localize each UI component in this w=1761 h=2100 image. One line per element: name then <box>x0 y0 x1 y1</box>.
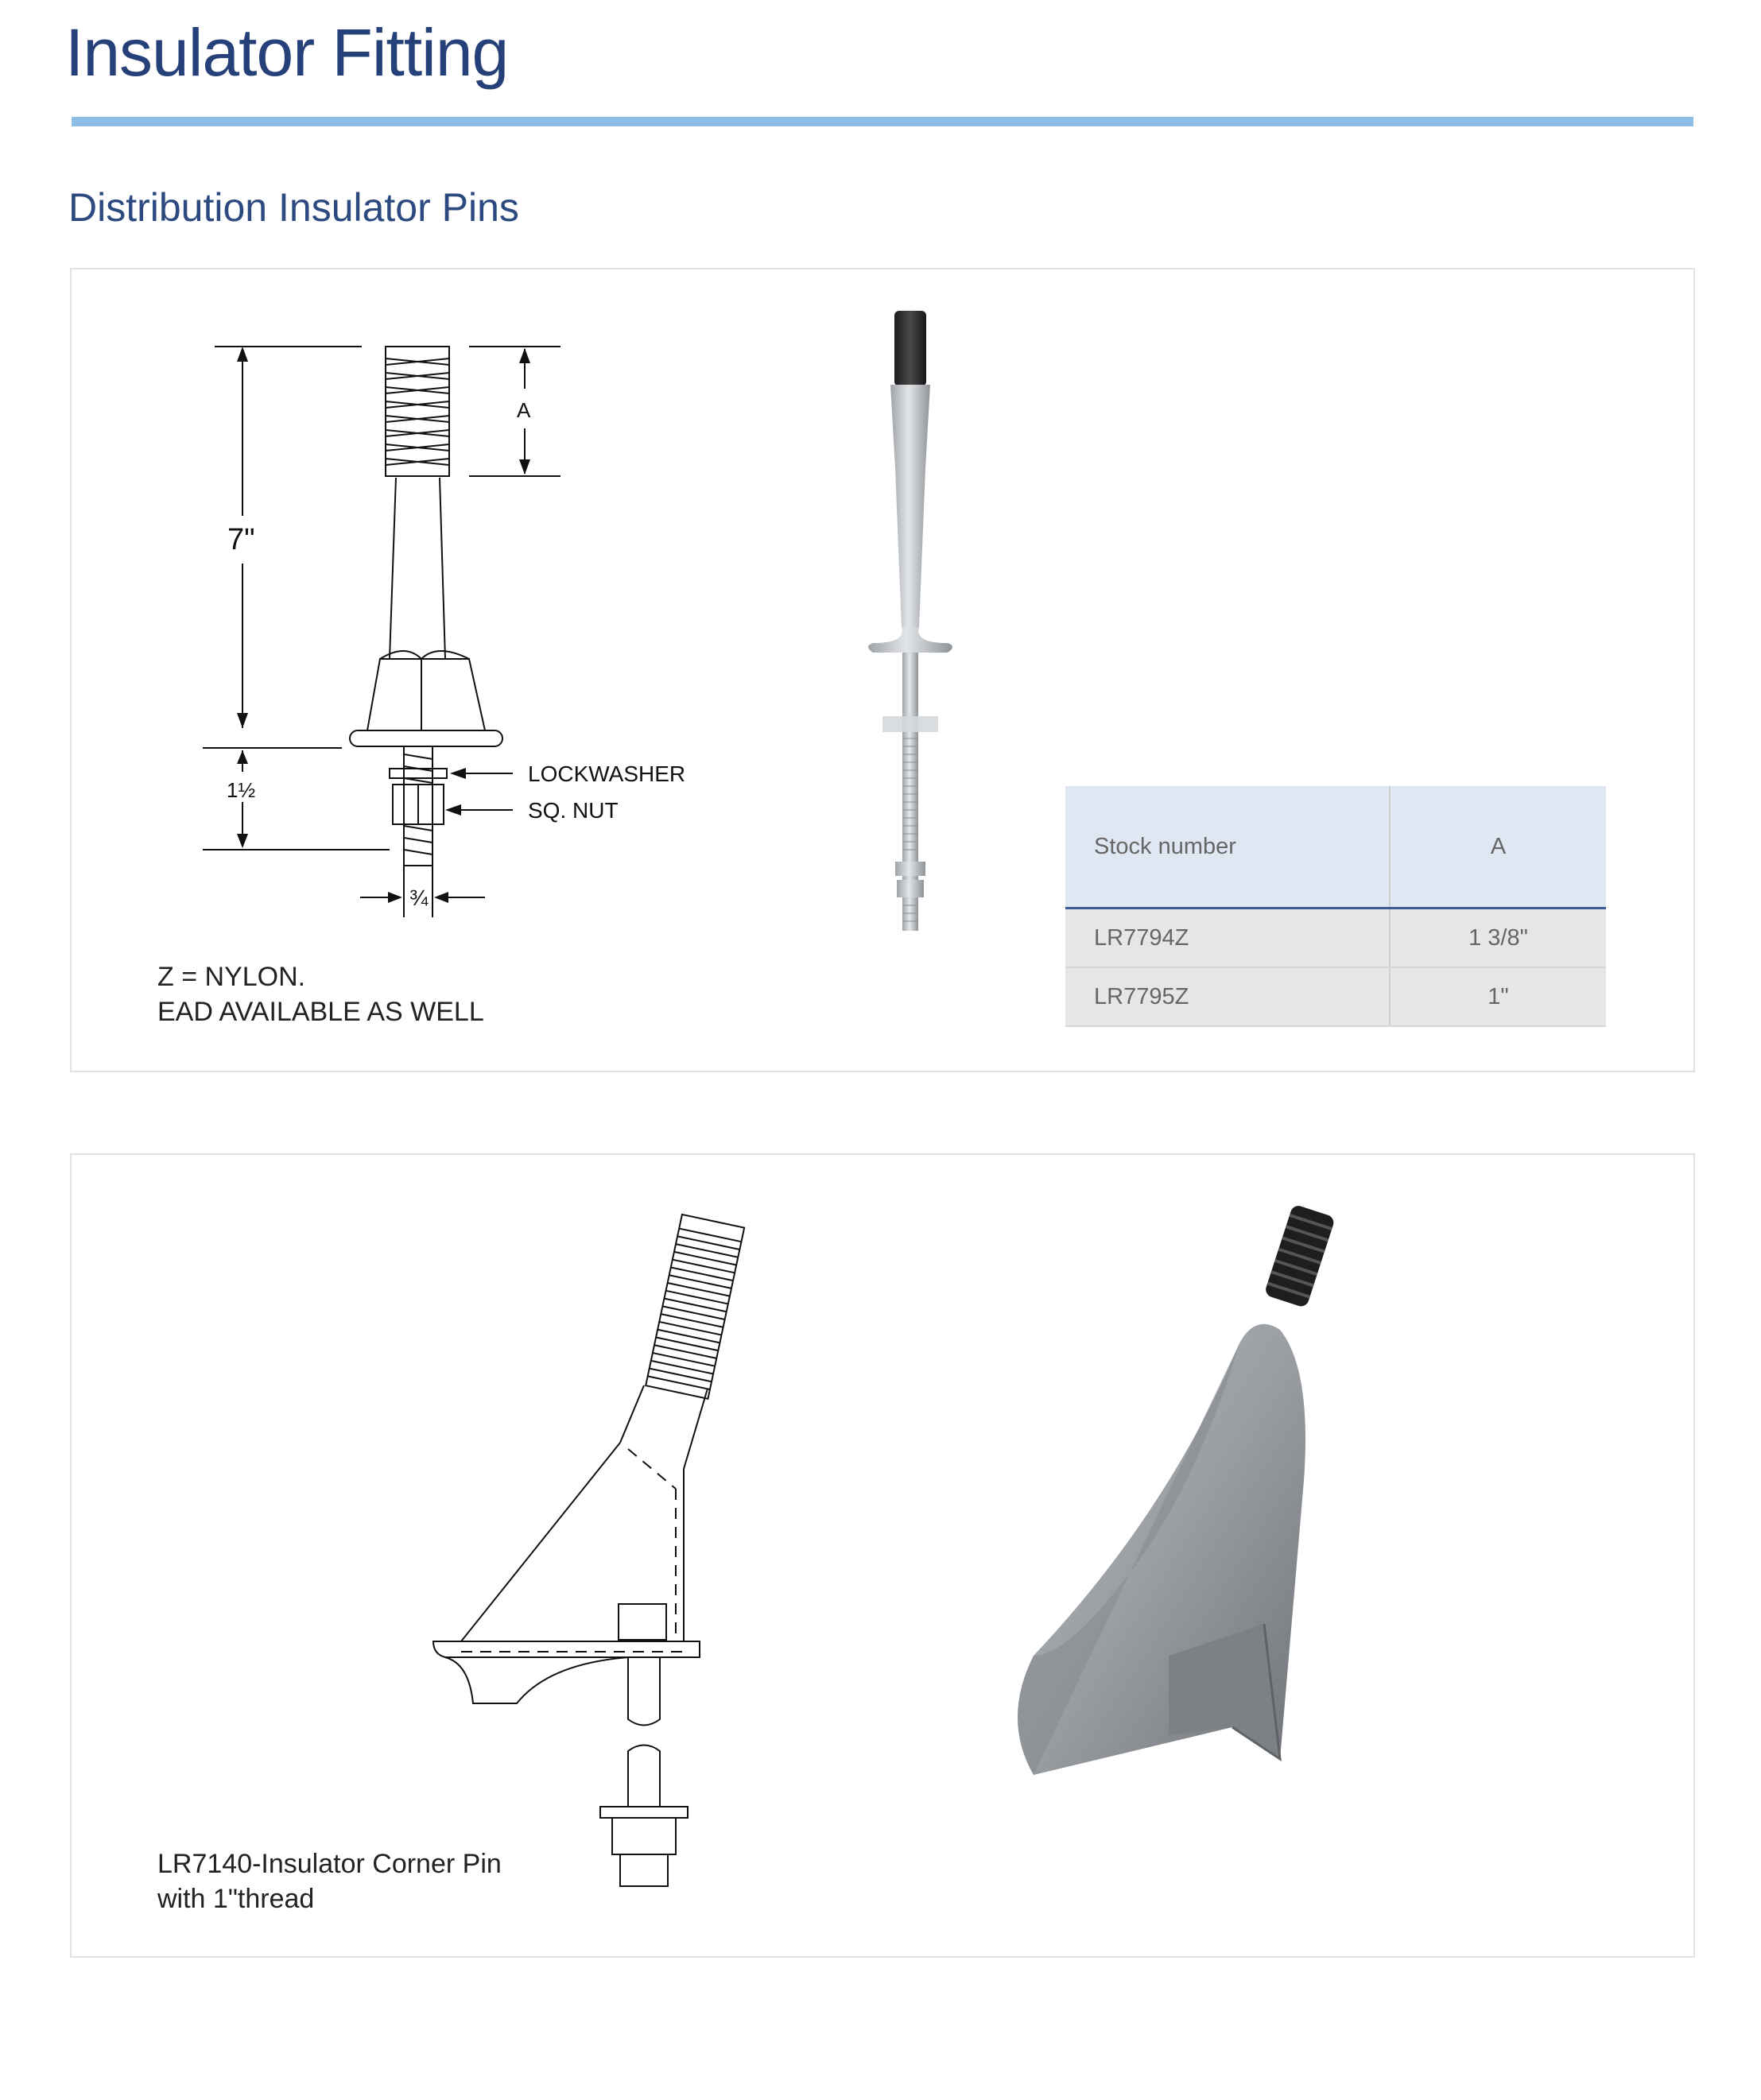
header-a: A <box>1390 786 1606 909</box>
material-note: Z = NYLON. EAD AVAILABLE AS WELL <box>157 962 484 1027</box>
pin-technical-drawing <box>72 269 787 1064</box>
a-value-cell: 1" <box>1390 967 1606 1026</box>
stock-number-cell: LR7794Z <box>1065 909 1390 968</box>
pin-product-photo <box>787 309 1026 969</box>
table-row <box>1065 909 1606 968</box>
product-panel-pins <box>70 268 1695 1072</box>
a-value-cell: 1 3/8" <box>1390 909 1606 968</box>
corner-pin-technical-drawing <box>72 1155 867 1950</box>
table-row <box>1065 967 1606 1026</box>
stock-table <box>1065 786 1606 1027</box>
stock-number-cell: LR7795Z <box>1065 967 1390 1026</box>
dim-base-label: 1½ <box>227 778 256 802</box>
title-divider <box>72 117 1693 126</box>
sq-nut-label: SQ. NUT <box>528 798 619 823</box>
dim-thread-label: A <box>517 398 531 422</box>
section-subtitle: Distribution Insulator Pins <box>68 185 519 230</box>
header-stock-number: Stock number <box>1065 786 1390 909</box>
corner-pin-product-photo <box>930 1211 1407 1846</box>
dim-diameter-label: ¾ <box>409 885 429 910</box>
product-panel-corner-pin <box>70 1153 1695 1958</box>
dim-height-label: 7" <box>227 523 255 556</box>
lockwasher-label: LOCKWASHER <box>528 761 686 786</box>
page-title: Insulator Fitting <box>65 15 509 90</box>
corner-pin-caption: LR7140-Insulator Corner Pin with 1"thread <box>157 1849 502 1914</box>
stock-table-header <box>1065 786 1606 909</box>
